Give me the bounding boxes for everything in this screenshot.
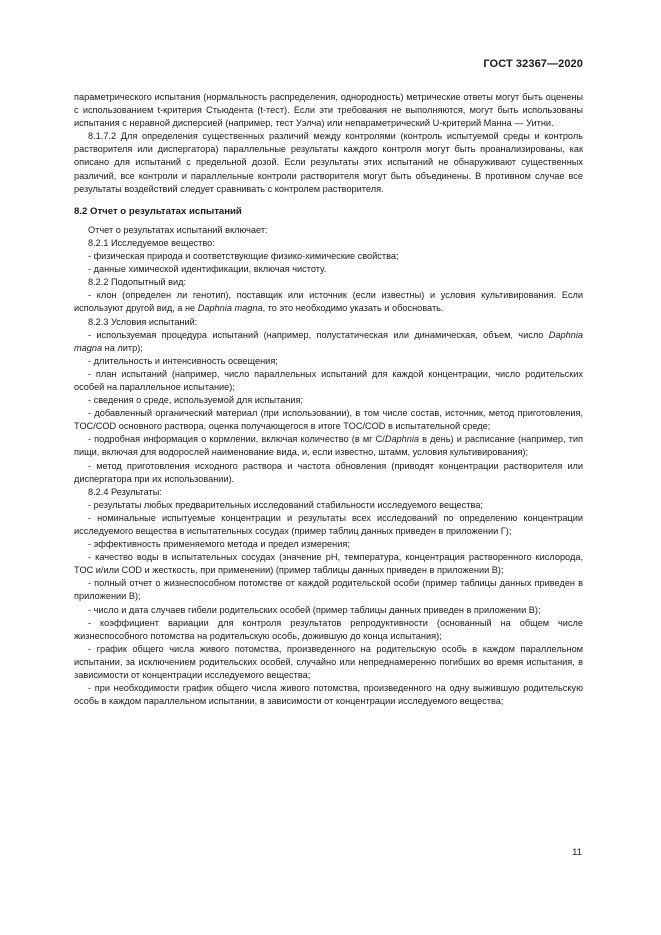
list-item: - добавленный органический материал (при использовании), в том числе состав, источник, метод приготовления, TOC/COD основного раствора, оценка получающегося в итоге TOC/COD в испытательной среде;	[74, 408, 583, 432]
list-item: - подробная информация о кормлении, включая количество (в мг C/Daphnia в день) и расписание (например, тип пищи, включая для водорослей наименование вида, и, если известно, штамм, условия культивирования);	[74, 434, 583, 458]
list-item: - используемая процедура испытаний (например, полустатическая или динамическая, объем, число Daphnia magna на литр);	[74, 329, 583, 353]
paragraph: 8.2.3 Условия испытаний:	[88, 316, 198, 327]
list-item: - эффективность применяемого метода и предел измерения;	[88, 539, 350, 550]
paragraph: 8.2.2 Подопытный вид:	[88, 277, 187, 288]
paragraph: 8.2.1 Исследуемое вещество:	[88, 237, 215, 248]
paragraph: 8.1.7.2 Для определения существенных различий между контролями (контроль испытуемой среды и контроль растворителя или диспергатора) параллельные результаты каждого контроля могут быть проанализированы, как описано для испытаний с предельной дозой. Если результаты этих испытаний не обнаруживают существенных различий, все контроли и параллельные контроли растворителя могут быть объединены. В противном случае все результаты воздействий следует сравнивать с контролем растворителя.	[74, 131, 583, 194]
list-item: - число и дата случаев гибели родительских особей (пример таблицы данных приведен в приложении В);	[88, 604, 541, 615]
list-item: - клон (определен ли генотип), поставщик или источник (если известны) и условия культивирования. Если используют другой вид, а не Daphnia magna, то это необходимо указать и обосновать.	[74, 290, 583, 314]
list-item: - результаты любых предварительных исследований стабильности исследуемого вещества;	[88, 499, 483, 510]
page-body	[74, 91, 583, 708]
list-item: - длительность и интенсивность освещения;	[88, 355, 278, 366]
paragraph: Отчет о результатах испытаний включает:	[88, 224, 268, 235]
list-item: - сведения о среде, используемой для испытания;	[88, 395, 304, 406]
paragraph: 8.2.4 Результаты:	[88, 486, 162, 497]
list-item: - график общего числа живого потомства, произведенного на родительскую особь в каждом параллельном испытании, за исключением родительских особей, случайно или непреднамеренно погибших во время испытания, в зависимости от концентрации исследуемого вещества;	[74, 643, 583, 681]
section-heading: 8.2 Отчет о результатах испытаний	[74, 205, 242, 217]
list-item: - при необходимости график общего числа живого потомства, произведенного на одну выжившую родительскую особь в каждом параллельном испытании, в зависимости от концентрации исследуемого вещества;	[74, 683, 583, 707]
list-item: - полный отчет о жизнеспособном потомстве от каждой родительской особи (пример таблицы данных приведен в приложении В);	[74, 578, 583, 602]
document-code: ГОСТ 32367—2020	[483, 58, 583, 70]
list-item: - номинальные испытуемые концентрации и результаты всех исследований по определению концентрации исследуемого вещества в испытательных сосудах (пример таблиц данных приведен в приложении Г);	[74, 512, 583, 536]
list-item: - план испытаний (например, число параллельных испытаний для каждой концентрации, число родительских особей на параллельное испытание);	[74, 368, 583, 392]
list-item: - метод приготовления исходного раствора и частота обновления (приводят концентрации растворителя или диспергатора при их использовании).	[74, 460, 583, 484]
list-item: - физическая природа и соответствующие физико-химические свойства;	[88, 251, 399, 262]
list-item: - данные химической идентификации, включая чистоту.	[88, 264, 327, 275]
page-number: 11	[572, 847, 582, 858]
paragraph: параметрического испытания (нормальность распределения, однородность) метрические ответы могут быть оценены с использованием t-критерия Стьюдента (t-тест). Если эти требования не выполняются, могут быть использованы испытания с неравной дисперсией (например, тест Уэлча) или непараметрический U-критерий Манна — Уитни.	[74, 92, 583, 129]
list-item: - качество воды в испытательных сосудах (значение pH, температура, концентрация растворенного кислорода, TOC и/или COD и жесткость, при применении) (пример таблицы данных приведен в приложении В);	[74, 552, 583, 576]
list-item: - коэффициент вариации для контроля результатов репродуктивности (основанный на общем числе жизнеспособного потомства на родительскую особь, дожившую до конца испытания);	[74, 617, 583, 641]
